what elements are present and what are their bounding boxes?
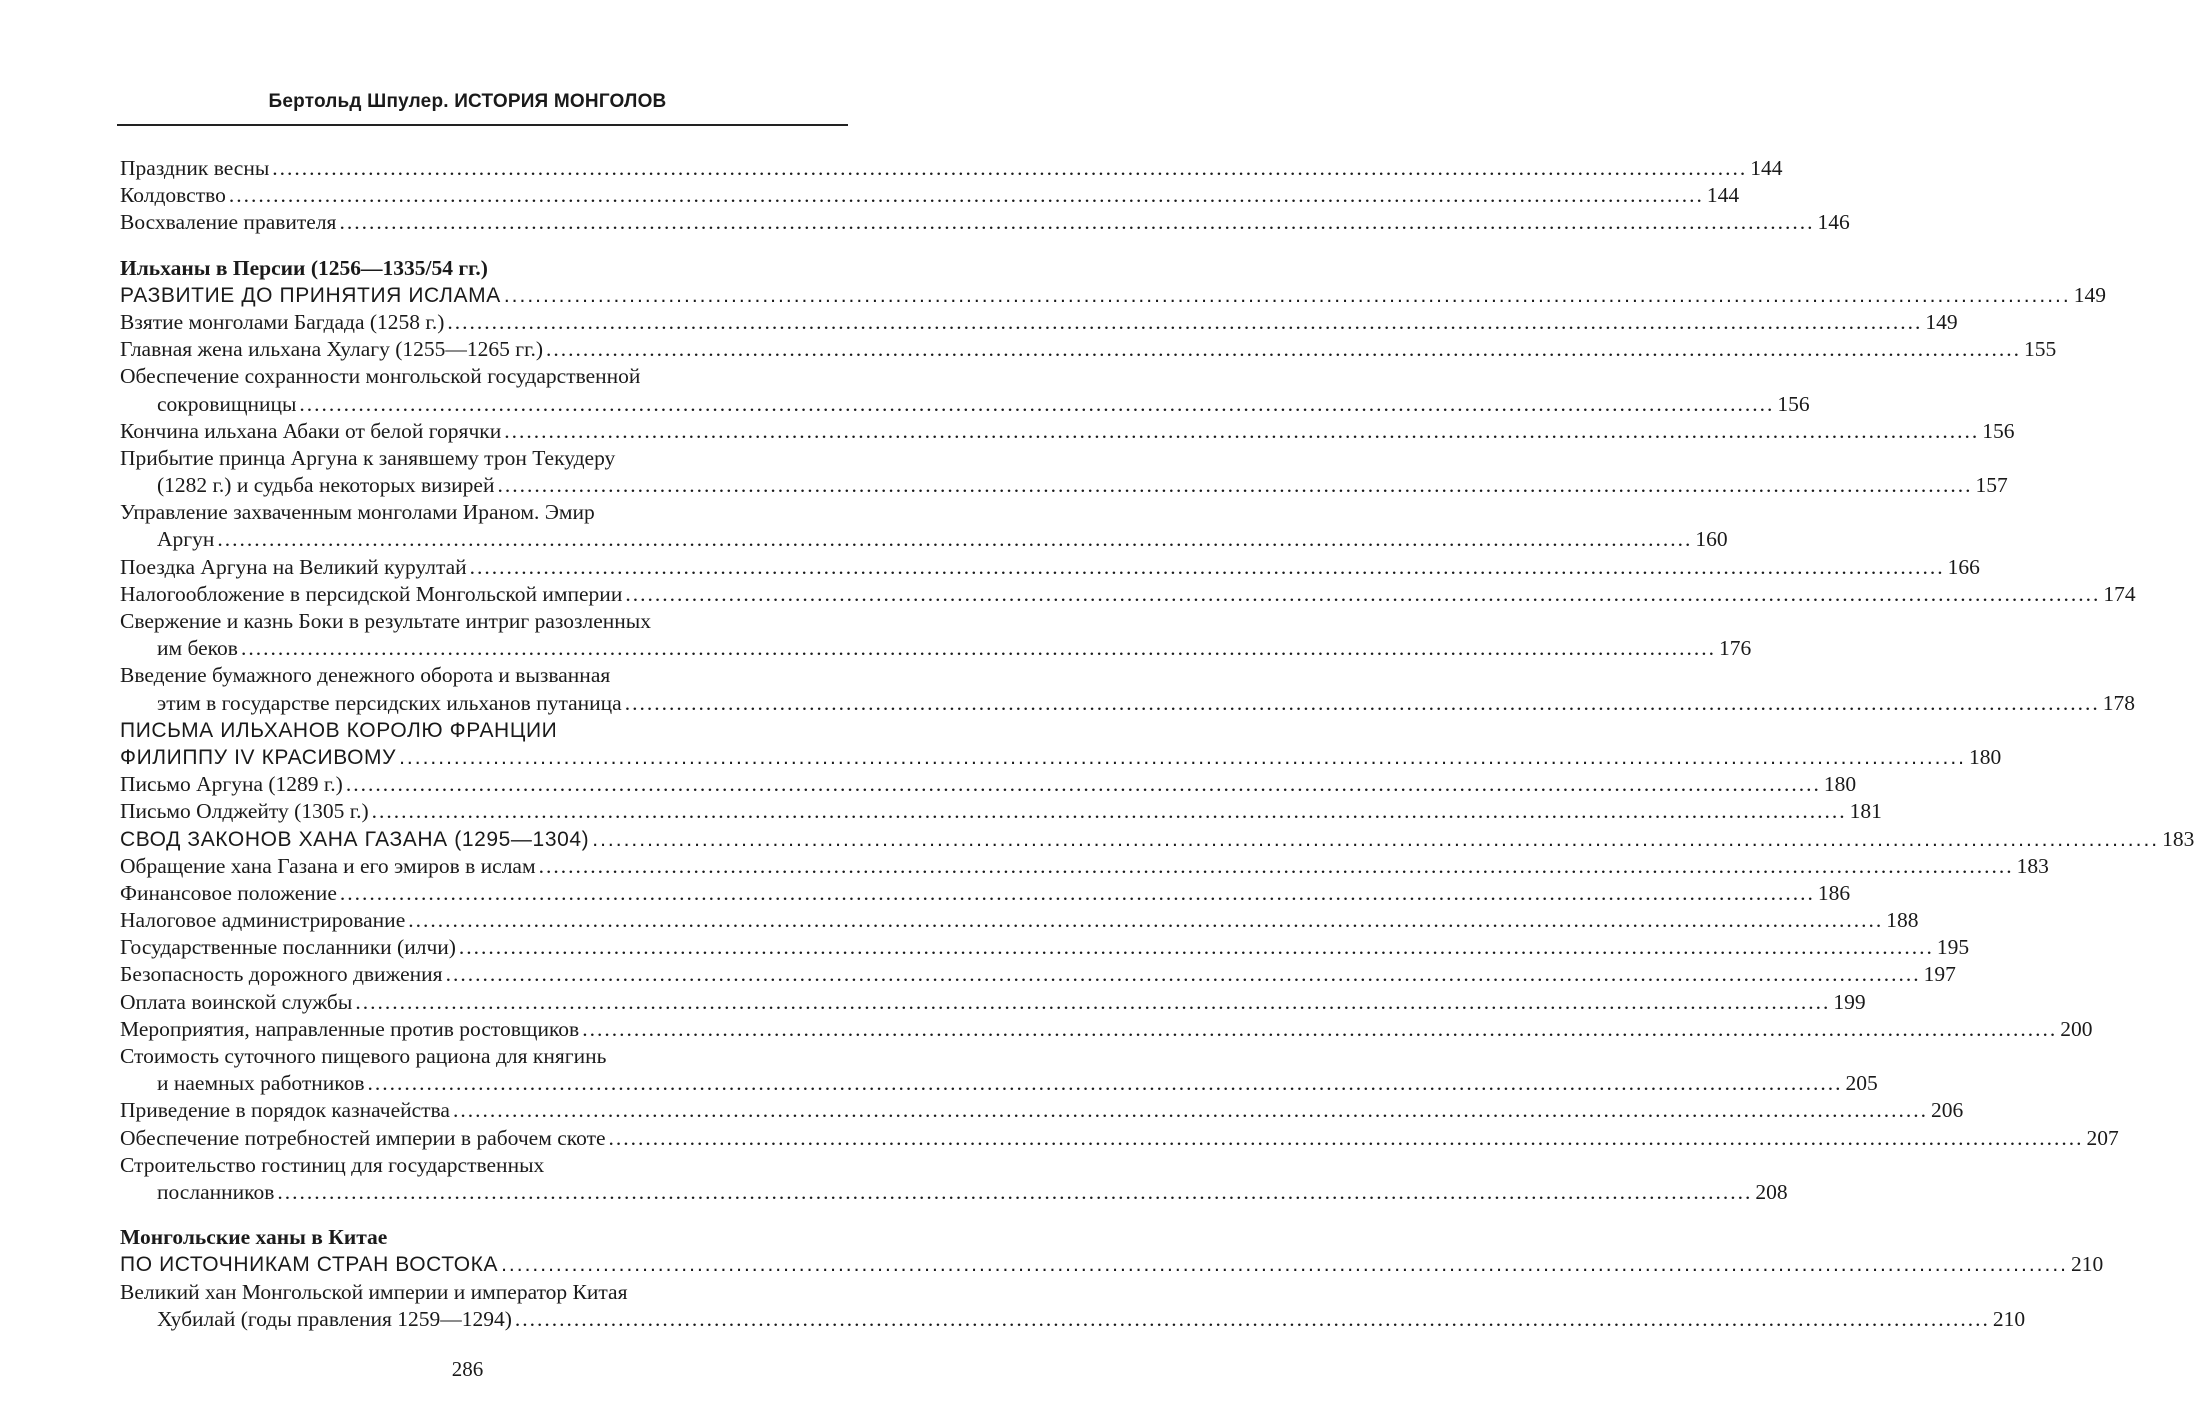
toc-entry xyxy=(120,309,1958,336)
toc-entry-text: РАЗВИТИЕ ДО ПРИНЯТИЯ ИСЛАМА xyxy=(120,283,501,307)
toc-entry xyxy=(120,581,2136,608)
toc-entry-text: Аргун xyxy=(157,527,215,552)
toc-page-number: 183 xyxy=(2016,853,2049,878)
toc-entry-text: Великий хан Монгольской империи и император Китая xyxy=(120,1279,628,1304)
dot-leader: ........................................................................................................................................................................................................ xyxy=(447,309,1923,334)
toc-entry-line xyxy=(120,717,848,744)
toc-entry-text: (1282 г.) и судьба некоторых визирей xyxy=(157,473,495,498)
toc-entry xyxy=(120,282,2106,309)
toc-page-number: 197 xyxy=(1923,962,1956,987)
toc-page-number: 144 xyxy=(1750,156,1783,180)
section-heading xyxy=(120,1224,848,1251)
toc-entry-text: Свержение и казнь Боки в результате интриг разозленных xyxy=(120,609,651,633)
dot-leader: ........................................................................................................................................................................................................ xyxy=(272,156,1748,180)
toc-entry xyxy=(120,744,2002,771)
toc-entry-text: посланников xyxy=(157,1179,275,1204)
toc-entry xyxy=(120,1016,2093,1043)
toc-entry-line xyxy=(120,662,848,689)
table-of-contents xyxy=(120,155,2194,1333)
toc-page-number: 166 xyxy=(1947,554,1980,579)
dot-leader: ........................................................................................................................................................................................................ xyxy=(399,745,1966,769)
toc-entry-text: Государственные посланники (илчи) xyxy=(120,935,456,960)
toc-page-number: 176 xyxy=(1718,636,1752,661)
toc-entry-text: Письмо Олджейту (1305 г.) xyxy=(120,799,369,824)
toc-page-number: 180 xyxy=(1823,772,1857,797)
toc-entry xyxy=(120,155,1783,182)
toc-entry xyxy=(120,880,1851,907)
dot-leader: ........................................................................................................................................................................................................ xyxy=(546,337,2021,362)
dot-leader: ........................................................................................................................................................................................................ xyxy=(408,908,1884,933)
toc-entry xyxy=(120,635,1752,662)
toc-entry xyxy=(120,1306,2026,1333)
toc-entry-text: Строительство гостиниц для государственных xyxy=(120,1152,545,1177)
toc-entry xyxy=(120,209,1850,236)
toc-page-number: 200 xyxy=(2060,1016,2093,1041)
toc-entry-text: сокровищницы xyxy=(157,391,297,416)
toc-page-number: 195 xyxy=(1936,935,1970,960)
toc-entry-text: Главная жена ильхана Хулагу (1255—1265 гг.) xyxy=(120,337,543,362)
toc-entry-text: и наемных работников xyxy=(157,1071,365,1096)
dot-leader: ........................................................................................................................................................................................................ xyxy=(355,989,1831,1014)
toc-entry xyxy=(120,934,1970,961)
dot-leader: ........................................................................................................................................................................................................ xyxy=(504,418,1980,443)
section-title: Ильханы в Персии (1256—1335/54 гг.) xyxy=(120,255,488,280)
dot-leader: ........................................................................................................................................................................................................ xyxy=(514,1306,1990,1331)
running-header: Бертольд Шпулер. ИСТОРИЯ МОНГОЛОВ xyxy=(268,91,667,112)
dot-leader: ........................................................................................................................................................................................................ xyxy=(445,962,1921,987)
toc-entry-text: Стоимость суточного пищевого рациона для княгинь xyxy=(120,1044,607,1068)
toc-entry xyxy=(120,1070,1878,1097)
toc-entry-text: Введение бумажного денежного оборота и вызванная xyxy=(120,663,611,688)
toc-entry xyxy=(120,853,2049,880)
toc-page-number: 149 xyxy=(2073,282,2106,307)
toc-entry xyxy=(120,1125,2119,1152)
dot-leader: ........................................................................................................................................................................................................ xyxy=(501,1253,2068,1277)
dot-leader: ........................................................................................................................................................................................................ xyxy=(582,1016,2058,1041)
toc-entry-text: Управление захваченным монголами Ираном. Эмир xyxy=(120,500,595,525)
toc-entry xyxy=(120,961,1956,988)
toc-entry xyxy=(120,472,2008,499)
toc-page-number: 210 xyxy=(2071,1252,2104,1277)
toc-page-number: 181 xyxy=(1849,799,1882,824)
toc-entry-text: Праздник весны xyxy=(120,156,270,180)
toc-entry xyxy=(120,336,2057,363)
toc-entry xyxy=(120,826,2194,853)
toc-entry-line xyxy=(120,499,848,526)
dot-leader: ........................................................................................................................................................................................................ xyxy=(228,183,1704,208)
toc-page-number: 160 xyxy=(1695,527,1728,552)
toc-entry-text: этим в государстве персидских ильханов путаница xyxy=(157,690,622,715)
toc-entry xyxy=(120,771,1857,798)
section-spacer xyxy=(120,237,848,255)
toc-entry-text: Финансовое положение xyxy=(120,880,337,905)
toc-page-number: 144 xyxy=(1706,183,1740,208)
toc-page-number: 156 xyxy=(1777,391,1810,416)
toc-entry-text: Обеспечение сохранности монгольской государственной xyxy=(120,364,641,389)
toc-entry xyxy=(120,798,1882,825)
dot-leader: ........................................................................................................................................................................................................ xyxy=(503,283,2071,307)
dot-leader: ........................................................................................................................................................................................................ xyxy=(469,554,1945,579)
toc-entry xyxy=(120,182,1740,209)
toc-entry-text: Приведение в порядок казначейства xyxy=(120,1098,450,1123)
toc-entry-text: ПИСЬМА ИЛЬХАНОВ КОРОЛЮ ФРАНЦИИ xyxy=(120,718,558,742)
toc-entry xyxy=(120,1097,1964,1124)
dot-leader: ........................................................................................................................................................................................................ xyxy=(458,935,1934,960)
toc-entry-text: Налогообложение в персидской Монгольской империи xyxy=(120,581,623,606)
toc-page-number: 199 xyxy=(1833,989,1866,1014)
section-heading xyxy=(120,255,848,282)
toc-entry xyxy=(120,418,2015,445)
toc-entry-line xyxy=(120,1279,848,1306)
toc-entry-text: Взятие монголами Багдада (1258 г.) xyxy=(120,309,445,334)
toc-entry-text: Обращение хана Газана и его эмиров в ислам xyxy=(120,853,536,878)
toc-page-number: 208 xyxy=(1755,1179,1788,1204)
toc-entry-text: ПО ИСТОЧНИКАМ СТРАН ВОСТОКА xyxy=(120,1253,499,1277)
toc-entry-text: Поездка Аргуна на Великий курултай xyxy=(120,554,467,579)
toc-page-number: 210 xyxy=(1992,1306,2026,1331)
toc-page-number: 157 xyxy=(1975,473,2008,498)
toc-page-number: 174 xyxy=(2103,581,2136,606)
toc-page-number: 155 xyxy=(2024,337,2057,362)
toc-entry-text: Прибытие принца Аргуна к занявшему трон Текудеру xyxy=(120,445,616,470)
toc-entry xyxy=(120,690,2135,717)
dot-leader: ........................................................................................................................................................................................................ xyxy=(608,1125,2084,1150)
dot-leader: ........................................................................................................................................................................................................ xyxy=(299,391,1775,416)
toc-page-number: 156 xyxy=(1982,418,2015,443)
toc-entry-text: Налоговое администрирование xyxy=(120,908,406,933)
section-spacer xyxy=(120,1206,848,1224)
toc-entry-text: ФИЛИППУ IV КРАСИВОМУ xyxy=(120,745,397,769)
toc-page-number: 178 xyxy=(2102,690,2135,715)
toc-entry-line xyxy=(120,363,848,390)
toc-page-number: 149 xyxy=(1925,309,1958,334)
toc-entry xyxy=(120,907,1919,934)
toc-page-number: 183 xyxy=(2162,826,2194,851)
toc-entry-line xyxy=(120,445,848,472)
dot-leader: ........................................................................................................................................................................................................ xyxy=(240,636,1716,661)
dot-leader: ........................................................................................................................................................................................................ xyxy=(367,1071,1843,1096)
toc-page-number: 180 xyxy=(1969,744,2002,769)
toc-entry-text: Мероприятия, направленные против ростовщиков xyxy=(120,1016,580,1041)
toc-entry xyxy=(120,391,1810,418)
toc-entry-text: Безопасность дорожного движения xyxy=(120,962,443,987)
toc-entry-text: Восхваление правителя xyxy=(120,210,337,235)
toc-entry xyxy=(120,1179,1788,1206)
toc-page-number: 205 xyxy=(1845,1071,1878,1096)
toc-entry xyxy=(120,526,1728,553)
toc-entry-text: Оплата воинской службы xyxy=(120,989,353,1014)
toc-entry-line xyxy=(120,608,848,635)
toc-entry xyxy=(120,989,1866,1016)
dot-leader: ........................................................................................................................................................................................................ xyxy=(371,799,1847,824)
toc-entry-text: Письмо Аргуна (1289 г.) xyxy=(120,772,343,797)
dot-leader: ........................................................................................................................................................................................................ xyxy=(339,880,1815,905)
toc-page-number: 207 xyxy=(2086,1125,2119,1150)
toc-page-number: 206 xyxy=(1930,1098,1964,1123)
toc-entry-text: Колдовство xyxy=(120,183,226,208)
toc-entry-line xyxy=(120,1152,848,1179)
dot-leader: ........................................................................................................................................................................................................ xyxy=(624,690,2100,715)
dot-leader: ........................................................................................................................................................................................................ xyxy=(345,772,1821,797)
toc-entry-text: Кончина ильхана Абаки от белой горячки xyxy=(120,418,502,443)
toc-page-number: 188 xyxy=(1886,908,1919,933)
toc-entry xyxy=(120,1251,2104,1278)
dot-leader: ........................................................................................................................................................................................................ xyxy=(497,473,1973,498)
dot-leader: ........................................................................................................................................................................................................ xyxy=(339,210,1815,235)
dot-leader: ........................................................................................................................................................................................................ xyxy=(625,581,2101,606)
toc-page-number: 146 xyxy=(1817,210,1850,235)
dot-leader: ........................................................................................................................................................................................................ xyxy=(538,853,2014,878)
header-rule xyxy=(117,124,848,126)
section-title: Монгольские ханы в Китае xyxy=(120,1225,388,1250)
dot-leader: ........................................................................................................................................................................................................ xyxy=(592,827,2160,851)
toc-entry xyxy=(120,554,1980,581)
toc-entry-line xyxy=(120,1043,848,1070)
dot-leader: ........................................................................................................................................................................................................ xyxy=(277,1179,1753,1204)
toc-entry-text: им беков xyxy=(157,636,238,661)
toc-page-number: 186 xyxy=(1817,880,1851,905)
toc-entry-text: СВОД ЗАКОНОВ ХАНА ГАЗАНА (1295—1304) xyxy=(120,827,590,851)
page-number: 286 xyxy=(451,1357,484,1381)
dot-leader: ........................................................................................................................................................................................................ xyxy=(452,1098,1928,1123)
toc-entry-text: Хубилай (годы правления 1259—1294) xyxy=(157,1306,512,1331)
dot-leader: ........................................................................................................................................................................................................ xyxy=(217,527,1693,552)
toc-entry-text: Обеспечение потребностей империи в рабочем скоте xyxy=(120,1125,606,1150)
